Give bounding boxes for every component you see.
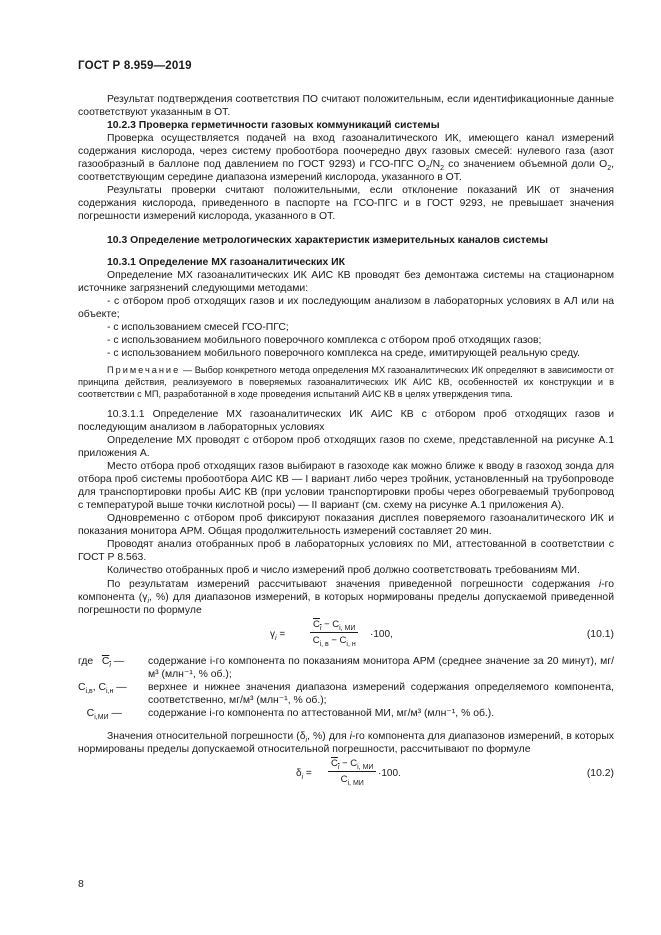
definitions-list — [78, 655, 614, 720]
document-body — [78, 93, 614, 794]
method-item: - с использованием мобильного поверочного комплекса с отбором проб отходящих газов; — [107, 334, 542, 346]
paragraph-methods-intro: Определение МХ газоаналитических ИК АИС КВ проводят без демонтажа системы на стационарном источнике загрязнений следующими методами: — [78, 269, 614, 294]
paragraph-lab-analysis: Проводят анализ отобранных проб в лабораторных условиях по МИ, аттестованной в соответствии с ГОСТ Р 8.563. — [78, 539, 614, 564]
paragraph-reduced-error-intro: По результатам измерений рассчитывают значения приведенной погрешности содержания i-го компонента ($\gamma_i$, %) для диапазонов измерений, в которых нормированы пределы допускаемой приведенной погрешности по формуле — [78, 578, 614, 616]
formula-10-2 — [78, 757, 614, 791]
paragraph-sampling-scheme: Определение МХ проводят с отбором проб отходящих газов по схеме, представленной на рисунке А.1 приложения А. — [78, 434, 614, 460]
definition-c-range: $C_{i,в}$, $C_{i,н}$ — верхнее и нижнее значения диапазона измерений содержания определяемого компонента, соответственно, мг/м³ (млн⁻¹, % об.); — [78, 681, 614, 706]
method-item: - с отбором проб отходящих газов и их последующим анализом в лабораторных условиях в АЛ или на объекте; — [78, 295, 614, 320]
section-10-3-title: 10.3 Определение метрологических характеристик измерительных каналов системы — [107, 235, 548, 247]
page-number: 8 — [78, 878, 84, 890]
formula-lhs: $\gamma_i$ = — [270, 628, 286, 642]
formula-tail: ·100. — [378, 767, 401, 779]
section-10-2-3-title: 10.2.3 Проверка герметичности газовых коммуникаций системы — [107, 120, 440, 132]
formula-lhs: $\delta_i$ = — [296, 767, 312, 781]
paragraph-sampling-place: Место отбора проб отходящих газов выбирают в газоходе как можно ближе к вводу в газоход зонда для отбора проб системы пробоотбора АИС КВ — I вариант либо через тройник, установленный на трубопроводе для транспортировки пробы АИС КВ (при условии транспортировки пробы через обогреваемый трубопровод с температурой выше точки кислотной росы) — II вариант (см. схему на рисунке А.1 приложения А). — [78, 461, 614, 512]
paragraph-relative-error-intro: Значения относительной погрешности ($\delta_i$, %) для i-го компонента для диапазонов измерений, в которых нормированы пределы допускаемой относительной погрешности, рассчитывают по формуле — [78, 730, 614, 755]
definition-c-i: где $C_i$ — содержание i-го компонента по показаниям монитора АРМ (среднее значение за 20 минут), мг/м³ (млн⁻¹, % об.); — [78, 655, 614, 680]
formula-tail: ·100, — [370, 628, 393, 640]
paragraph-sample-count: Количество отобранных проб и число измерений проб должно соответствовать требованиям МИ. — [107, 565, 580, 577]
paragraph-simultaneous: Одновременно с отбором проб фиксируют показания дисплея поверяемого газоаналитического ИК и показания монитора АРМ. Общая продолжительность измерений составляет 20 мин. — [78, 513, 614, 538]
document-header-title: ГОСТ Р 8.959—2019 — [78, 60, 192, 72]
paragraph-check-results: Результаты проверки считают положительными, если отклонение показаний ИК от значения содержания кислорода, приведенного в паспорте на ГСО-ПГС и в ГОСТ 9293, не превышает значения погрешности измерений кислорода, указанного в ОТ. — [78, 185, 614, 223]
paragraph-po-result: Результат подтверждения соответствия ПО считают положительным, если идентификационные данные соответствуют указанным в ОТ. — [78, 94, 614, 119]
section-10-3-1-1: 10.3.1.1 Определение МХ газоаналитических ИК АИС КВ с отбором проб отходящих газов и последующим анализом в лабораторных условиях — [78, 408, 614, 433]
method-item: - с использованием смесей ГСО-ПГС; — [107, 321, 289, 333]
paragraph-tightness-check: Проверка осуществляется подачей на вход газоаналитического ИК, имеющего канал измерений содержания кислорода, через систему пробоотбора поочередно двух газовых смесей: нулевого газа (азот газообразный в баллоне под давлением по ГОСТ 9293) и ГСО-ПГС $O_2/N_2$ со значением объемной доли $O_2$, соответствующим середине диапазона измерений кислорода, указанного в ОТ. — [78, 133, 615, 184]
formula-number: (10.2) — [586, 767, 614, 779]
formula-fraction: $C_i - C_{i, МИ}$ $C_{i, МИ}$ — [328, 757, 376, 786]
note-text: — Выбор конкретного метода определения МХ газоаналитических ИК определяют в зависимости от принципа действия, реализуемого в поверяемых газоаналитических ИК АИС КВ, особенностей их конструкции и в соответствии с МП, разработанной в ходе проведения испытаний АИС КВ в целях утверждения типа. — [78, 364, 614, 399]
formula-fraction: $C_i - C_{i, МИ}$ $C_{i, в} - C_{i, н}$ — [310, 618, 358, 647]
formula-number: (10.1) — [586, 628, 614, 640]
method-item: - с использованием мобильного поверочного комплекса на среде, имитирующей реальную среду. — [107, 347, 581, 359]
note-block — [78, 364, 614, 400]
section-10-3-1-title: 10.3.1 Определение МХ газоаналитических ИК — [107, 256, 345, 268]
formula-10-1 — [78, 618, 614, 652]
note-label: Примечание — [107, 364, 181, 375]
definition-c-mi: $C_{i,МИ}$ — содержание i-го компонента по аттестованной МИ, мг/м³ (млн⁻¹, % об.). — [86, 707, 495, 721]
